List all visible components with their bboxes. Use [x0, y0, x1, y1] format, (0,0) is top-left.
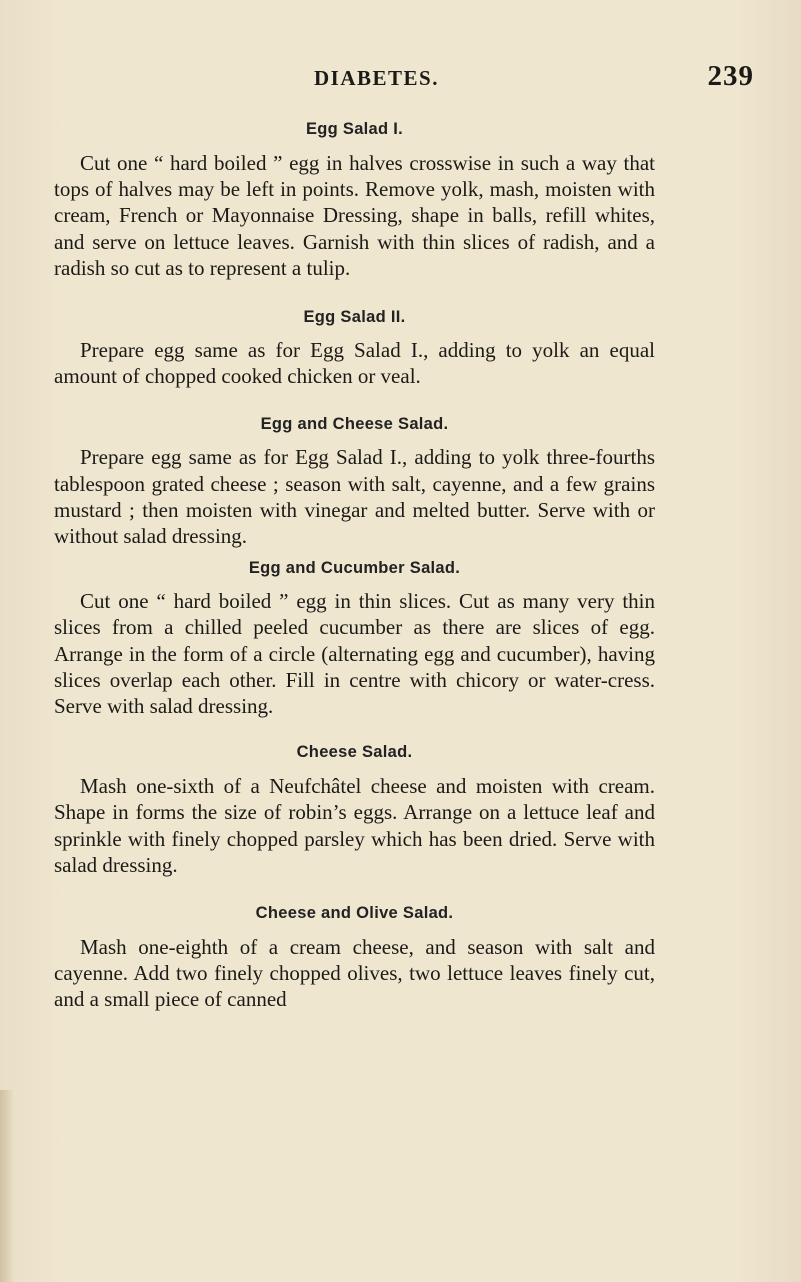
running-header [54, 60, 754, 100]
heading-egg-and-cucumber-salad: Egg and Cucumber Salad. [248, 559, 461, 578]
heading-egg-salad-1: Egg Salad I. [305, 120, 404, 138]
page-edge-stain [0, 1090, 14, 1282]
heading-cheese-and-olive-salad: Cheese and Olive Salad. [255, 904, 454, 923]
heading-egg-salad-2: Egg Salad II. [303, 308, 406, 327]
page-body [54, 120, 655, 1013]
heading-cheese-salad: Cheese Salad. [296, 743, 413, 762]
paragraph-egg-and-cucumber-salad: Cut one “ hard boiled ” egg in thin slices. Cut as many very thin slices from a chilled peeled cucumber as there are slices of egg. Arrange in the form of a circle (alternating egg and cucumber), having slices overlap each other. Fill in centre with chicory or water-cress. Serve with salad dressing. [54, 589, 655, 719]
paragraph-cheese-and-olive-salad: Mash one-eighth of a cream cheese, and season with salt and cayenne. Add two finely chopped olives, two lettuce leaves finely cut, and a small piece of canned [54, 935, 655, 1012]
paragraph-egg-salad-1: Cut one “ hard boiled ” egg in halves crosswise in such a way that tops of halves may be left in points. Remove yolk, mash, moisten with cream, French or Mayonnaise Dressing, shape in balls, refill whites, and serve on lettuce leaves. Garnish with thin slices of radish, and a radish so cut as to represent a tulip. [54, 151, 655, 280]
paragraph-egg-salad-2: Prepare egg same as for Egg Salad I., adding to yolk an equal amount of chopped cooked chicken or veal. [54, 338, 655, 389]
heading-egg-and-cheese-salad: Egg and Cheese Salad. [260, 415, 449, 434]
page-number: 239 [707, 60, 754, 92]
paragraph-egg-and-cheese-salad: Prepare egg same as for Egg Salad I., adding to yolk three-fourths tablespoon grated cheese ; season with salt, cayenne, and a few grains mustard ; then moisten with vinegar and melted butter. Serve with or without salad dressing. [54, 445, 655, 549]
running-title: DIABETES. [314, 66, 439, 90]
paragraph-cheese-salad: Mash one-sixth of a Neufchâtel cheese and moisten with cream. Shape in forms the size of robin’s eggs. Arrange on a lettuce leaf and sprinkle with finely chopped parsley which has been dried. Serve with salad dressing. [54, 774, 655, 877]
